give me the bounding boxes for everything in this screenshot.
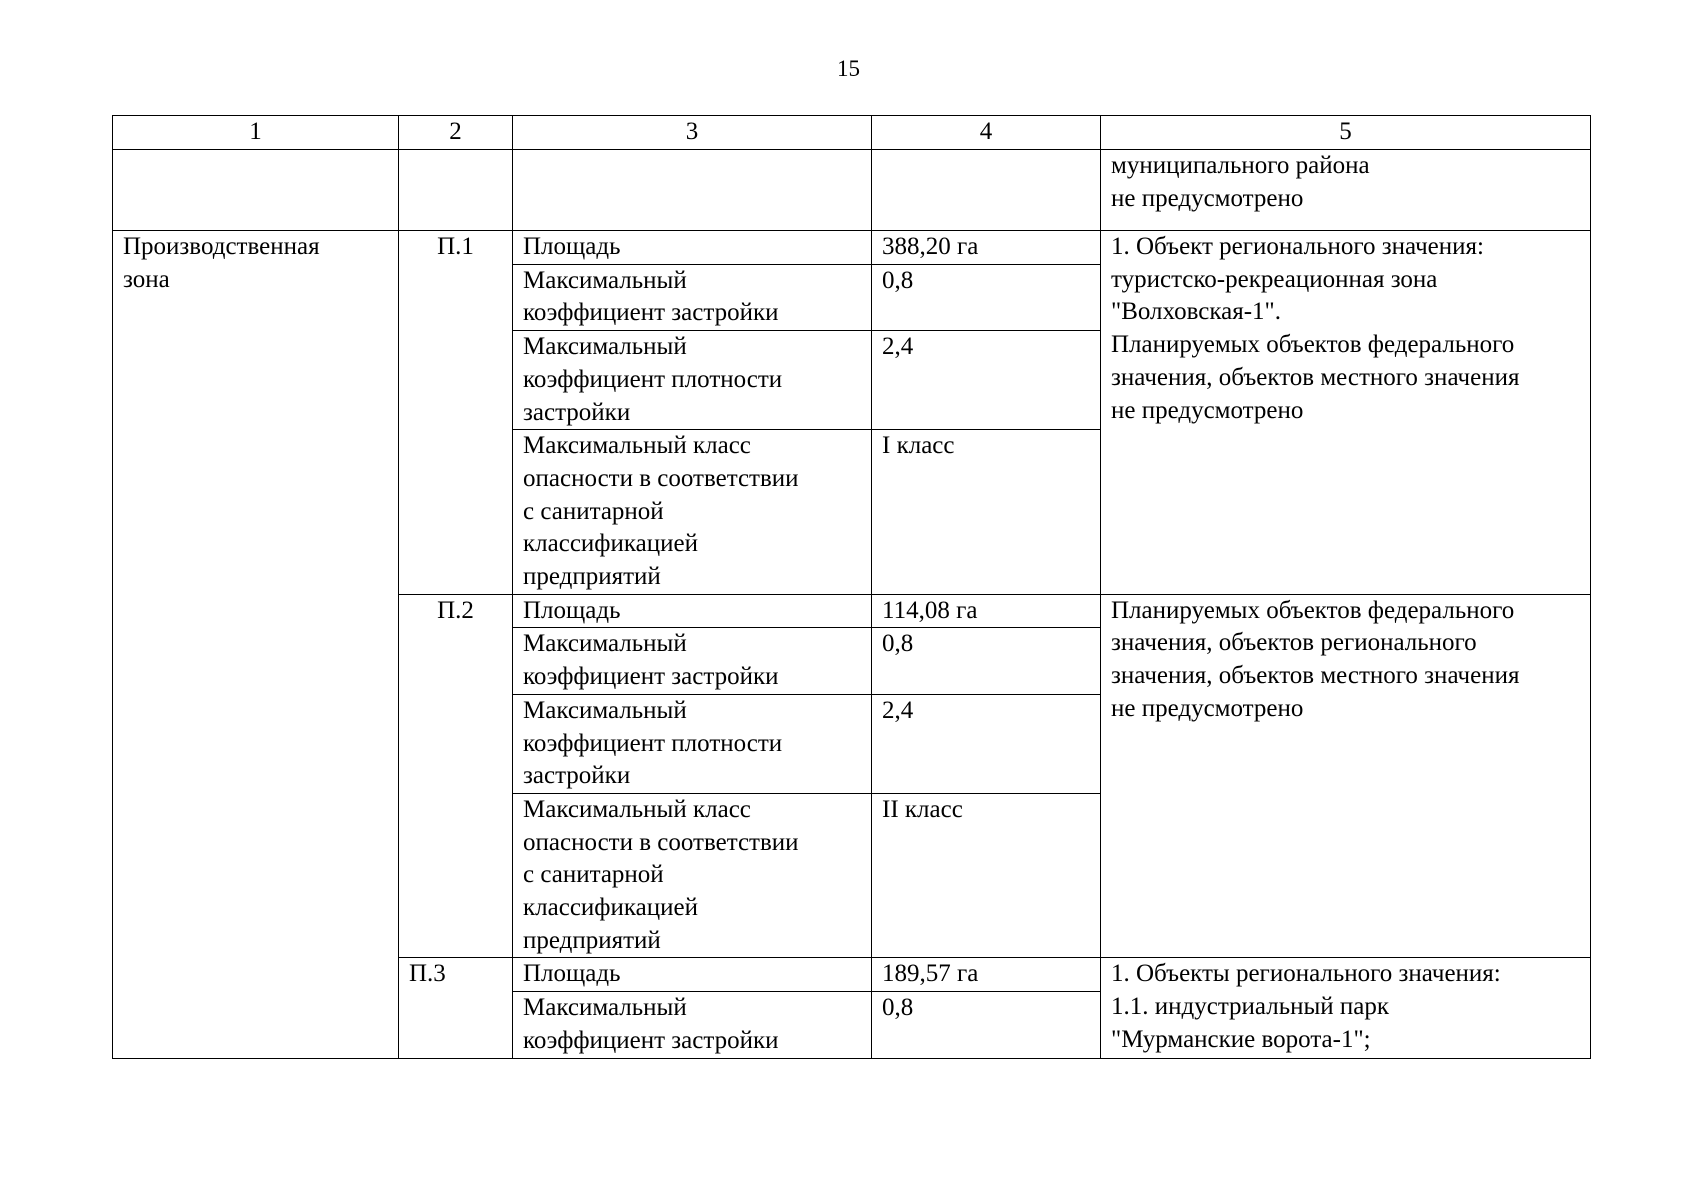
continuation-row — [113, 150, 1591, 231]
param-value: 114,08 га — [872, 594, 1101, 628]
param-value: II класс — [872, 793, 1101, 958]
planned-objects: 1. Объект регионального значения: туристско-рекреационная зона "Волховская-1". Планируемых объектов федерального значения, объектов местного значения не предусмотрено — [1101, 231, 1591, 595]
param-name: Максимальный коэффициент плотности застройки — [513, 331, 872, 430]
param-value: 2,4 — [872, 331, 1101, 430]
param-value: 0,8 — [872, 264, 1101, 330]
section-code: П.2 — [399, 594, 513, 958]
param-name: Максимальный коэффициент застройки — [513, 628, 872, 694]
column-header-2: 2 — [399, 116, 513, 150]
param-value: I класс — [872, 430, 1101, 595]
column-header-4: 4 — [872, 116, 1101, 150]
zoning-table — [112, 115, 1591, 1059]
table-row — [113, 231, 1591, 265]
param-name: Площадь — [513, 231, 872, 265]
param-name: Максимальный коэффициент застройки — [513, 264, 872, 330]
param-name: Максимальный класс опасности в соответствии с санитарной классификацией предприятий — [513, 793, 872, 958]
param-name: Максимальный коэффициент застройки — [513, 992, 872, 1058]
continuation-text: муниципального района не предусмотрено — [1101, 150, 1591, 231]
zone-label: Производственная зона — [113, 231, 399, 1059]
column-header-1: 1 — [113, 116, 399, 150]
param-value: 0,8 — [872, 992, 1101, 1058]
planned-objects: Планируемых объектов федерального значения, объектов регионального значения, объектов местного значения не предусмотрено — [1101, 594, 1591, 958]
param-name: Площадь — [513, 958, 872, 992]
section-code: П.1 — [399, 231, 513, 595]
column-header-5: 5 — [1101, 116, 1591, 150]
param-value: 388,20 га — [872, 231, 1101, 265]
column-header-3: 3 — [513, 116, 872, 150]
param-name: Площадь — [513, 594, 872, 628]
param-name: Максимальный коэффициент плотности застройки — [513, 694, 872, 793]
table-header-row — [113, 116, 1591, 150]
param-name: Максимальный класс опасности в соответствии с санитарной классификацией предприятий — [513, 430, 872, 595]
param-value: 2,4 — [872, 694, 1101, 793]
param-value: 0,8 — [872, 628, 1101, 694]
planned-objects: 1. Объекты регионального значения: 1.1. индустриальный парк "Мурманские ворота-1"; — [1101, 958, 1591, 1059]
param-value: 189,57 га — [872, 958, 1101, 992]
section-code: П.3 — [399, 958, 513, 1059]
page-number: 15 — [837, 56, 860, 81]
